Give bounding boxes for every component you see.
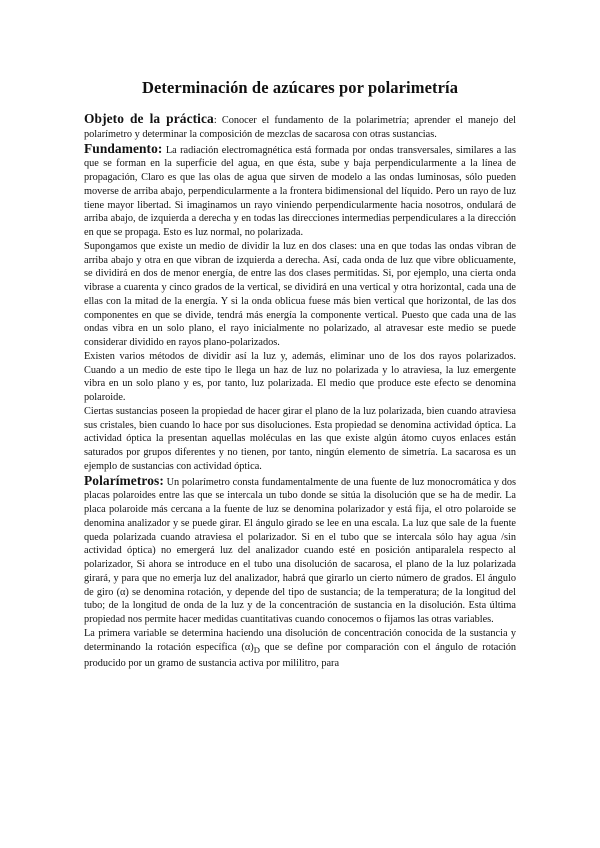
fundamento-paragraph-4: Ciertas sustancias poseen la propiedad de hacer girar el plano de la luz polarizada, bien cuando atraviesa sus cristales, bien cuando lo hace por sus disoluciones. Esta propiedad se denomina actividad óptica. La actividad óptica la presentan aquellas moléculas en las que existe algún átomo cuyos enlaces están saturados por grupos diferentes y no tienen, por tanto, ningún elemento de simetría. La sacarosa es un ejemplo de sustancias con actividad óptica. bbox=[84, 405, 516, 472]
fundamento-paragraph-1 bbox=[84, 142, 516, 240]
polarimetros-text-2b: que se define por comparación con el ángulo de rotación producido por un gramo de sustancia activa por mililitro, para bbox=[84, 641, 516, 670]
polarimetros-paragraph-2 bbox=[84, 627, 516, 671]
polarimetros-paragraph-1 bbox=[84, 474, 516, 627]
objective-paragraph bbox=[84, 112, 516, 142]
fundamento-paragraph-3: Existen varios métodos de dividir así la luz y, además, eliminar uno de los dos rayos polarizados. Cuando a un medio de este tipo le llega un haz de luz no polarizada y lo atraviesa, la luz emergente vibra en un solo plano y es, por tanto, luz polarizada. El medio que produce este efecto se denomina polaroide. bbox=[84, 350, 516, 403]
document-page bbox=[84, 0, 516, 671]
fundamento-text-1: La radiación electromagnética está formada por ondas transversales, similares a las que se forman en la superficie del agua, en que ésta, sube y baja perpendicularmente a la línea de propagación, Claro es que las olas de agua que sirven de modelo a las ondas luminosas, sólo pueden moverse de arriba abajo, perpendicularmente a la frontera bidimensional del líquido. Pero un rayo de luz tiene mayor libertad. Si imaginamos un rayo viniendo perpendicularmente hacia nosotros, ondulará de arriba abajo, de izquierda a derecha y en todas las direcciones intermedias perpendiculares a la dirección en que se propaga. Esto es luz normal, no polarizada. bbox=[84, 144, 516, 238]
fundamento-paragraph-2: Supongamos que existe un medio de dividir la luz en dos clases: una en que todas las ondas vibran de arriba abajo y otra en que vibran de izquierda a derecha. Así, cada onda de luz que vibre oblicuamente, se dividirá en dos de menor energía, de entre las dos clases permitidas. Si, por ejemplo, una cierta onda vibrase a cuarenta y cinco grados de la vertical, se dividirá en una vertical y otra horizontal, cada una de ellas con la mitad de la energía. Y si la onda oblicua fuese más bien vertical que horizontal, de las dos componentes en que se divide, tendrá más energía la componente vertical. Puesto que cada una de las ondas vibra en un solo plano, el rayo inicialmente no polarizado, al atravesar este medio se puede considerar dividido en rayos plano-polarizados. bbox=[84, 240, 516, 348]
rotation-subscript: D bbox=[253, 644, 260, 655]
polarimetros-text-2a: La primera variable se determina haciendo una disolución de concentración conocida de la sustancia y determinando la rotación específica (α) bbox=[84, 627, 516, 653]
objective-text: Conocer el fundamento de la polarimetría; aprender el manejo del polarímetro y determinar la composición de mezclas de sacarosa con otras sustancias. bbox=[84, 115, 517, 140]
objective-colon: : bbox=[213, 115, 217, 126]
fundamento-heading: Fundamento: bbox=[84, 140, 163, 156]
polarimetros-text-1: Un polarímetro consta fundamentalmente de una fuente de luz monocromática y dos placas polaroides entre las que se intercala un tubo donde se sitúa la disolución que se ha de medir. La placa polaroide más cercana a la fuente de luz se denomina polarizador y está fija, el otro polaroide se denomina analizador y se puede girar. El ángulo girado se lee en una escala. La luz que sale de la fuente queda polarizada cuando atraviesa el polarizador. Si en el tubo que se intercala sólo hay agua /sin actividad óptica) no emergerá luz del analizador cuando esté en posición antiparalela respecto al polarizador, Si ahora se introduce en el tubo una disolución de sacarosa, el plano de la luz polarizada girará, y para que no emerja luz del analizador, habrá que girarlo un cierto número de grados. El ángulo de giro (α) se denomina rotación, y depende del tipo de sustancia; de la temperatura; de la longitud del tubo; de la longitud de onda de la luz y de la concentración de sustancia en la disolución. Esta última propiedad nos permite hacer medidas cuantitativas cuando conocemos o fijamos las otras variables. bbox=[84, 476, 516, 625]
objective-heading: Objeto de la práctica bbox=[84, 111, 214, 126]
polarimetros-heading: Polarímetros: bbox=[84, 472, 164, 488]
page-title: Determinación de azúcares por polarimetría bbox=[141, 78, 459, 97]
